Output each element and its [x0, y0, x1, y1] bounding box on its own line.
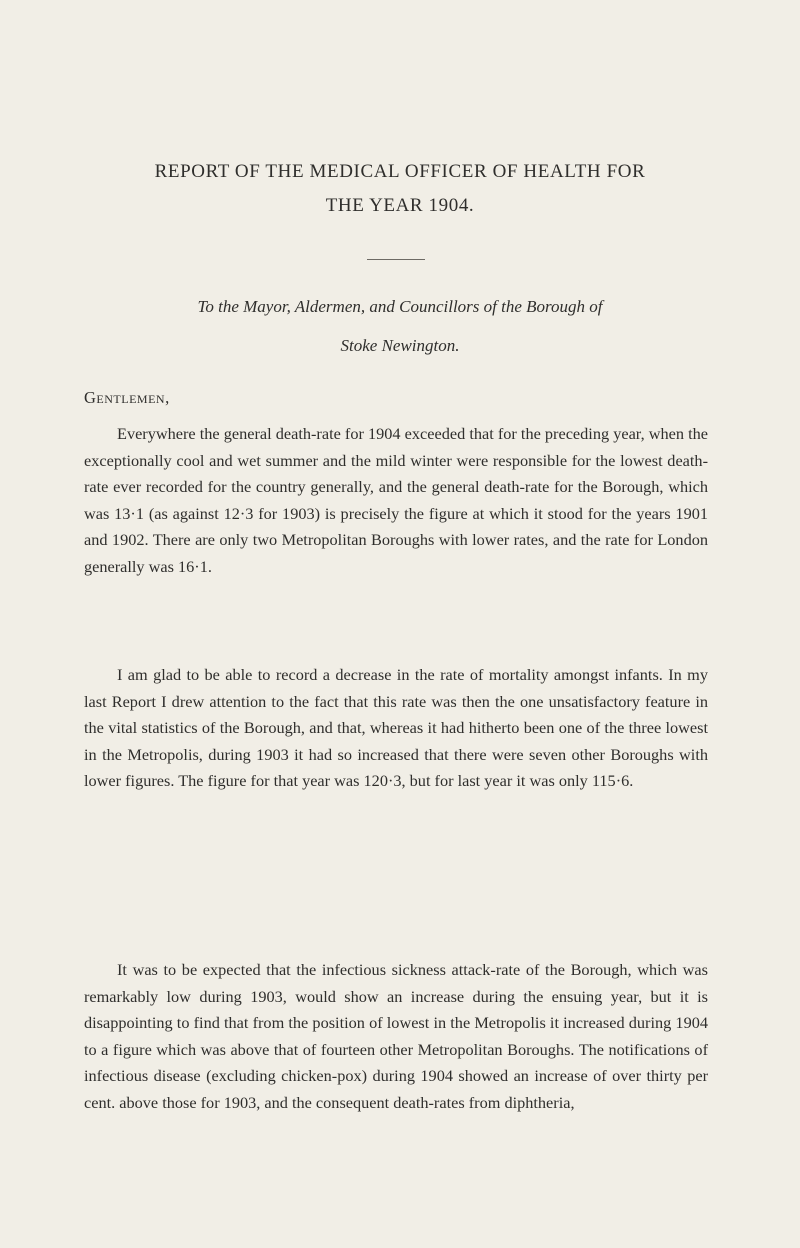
paragraph-death-rate: Everywhere the general death-rate for 1904 exceeded that for the preceding year, when the exceptionally cool and wet summer and the mild winter were responsible for the lowest death-rate ever recorded for the country generally, and the general death-rate for the Borough, which was 13·1 (as against 12·3 for 1903) is precisely the figure at which it stood for the years 1901 and 1902. There are only two Metropolitan Boroughs with lower rates, and the rate for London generally was 16·1. [84, 424, 708, 576]
paragraph-infant-mortality: I am glad to be able to record a decrease in the rate of mortality amongst infants. In my last Report I drew attention to the fact that this rate was then the one unsatisfactory feature in the vital statistics of the Borough, and that, whereas it had hitherto been one of the three lowest in the Metropolis, during 1903 it had so increased that there were seven other Boroughs with lower figures. The figure for that year was 120·3, but for last year it was only 115·6. [84, 665, 708, 790]
address-line-2: Stoke Newington. [340, 336, 460, 355]
paragraph-infectious-sickness: It was to be expected that the infectious sickness attack-rate of the Borough, which was remarkably low during 1903, would show an increase during the ensuing year, but it is disappointing to find that from the position of lowest in the Metropolis it increased during 1904 to a figure which was above that of fourteen other Metropolitan Boroughs. The notifications of infectious disease (excluding chicken-pox) during 1904 showed an increase of over thirty per cent. above those for 1903, and the consequent death-rates from diphtheria, [84, 960, 708, 1112]
report-title-line-1: REPORT OF THE MEDICAL OFFICER OF HEALTH FOR [154, 161, 646, 182]
salutation: Gentlemen, [84, 388, 170, 407]
report-title-line-2: THE YEAR 1904. [325, 195, 475, 216]
address-line-1: To the Mayor, Aldermen, and Councillors of the Borough of [197, 297, 603, 316]
title-divider [367, 259, 425, 260]
